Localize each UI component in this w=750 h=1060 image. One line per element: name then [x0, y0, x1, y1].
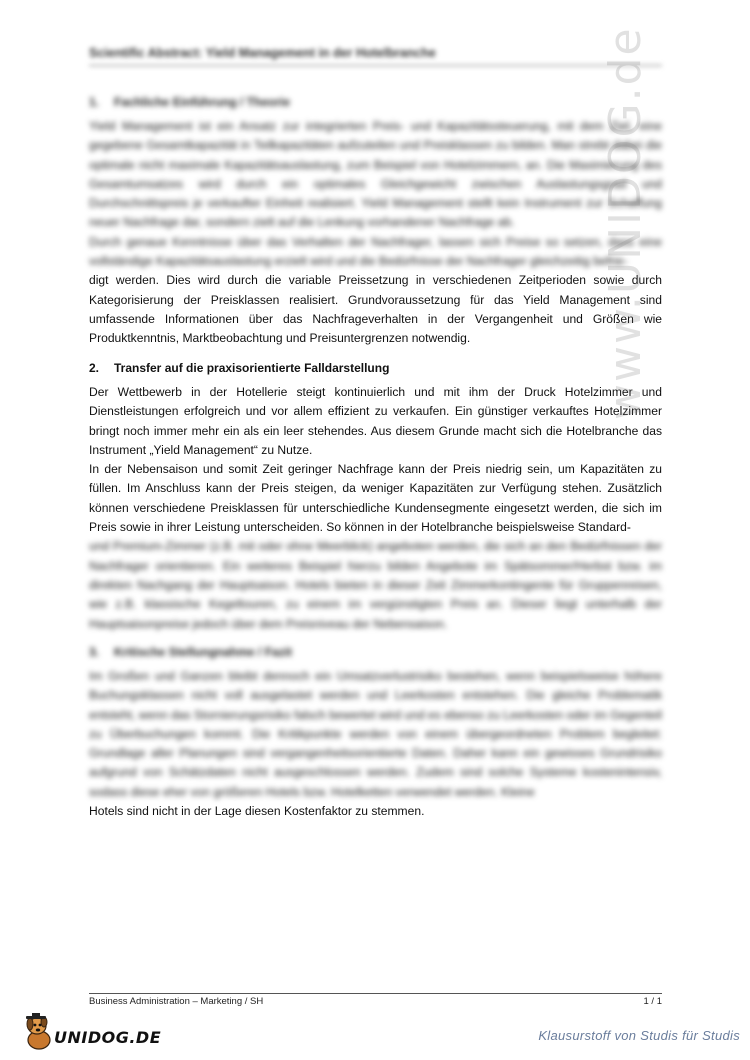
- unidog-logo[interactable]: [22, 1012, 162, 1052]
- footer-course: Business Administration – Marketing / SH: [89, 996, 264, 1007]
- paragraph-blurred: Durch genaue Kenntnisse über das Verhalten der Nachfrager, lassen sich Preise so setzen, dass eine vollständige Kapazitätsauslastung erzielt wird und die Bedürfnisse der Nachfrager gleichzeitig befrie-: [89, 234, 662, 269]
- watermark: www.UNIDOG.de: [600, 26, 651, 420]
- section-number: 1.: [89, 95, 100, 109]
- section-heading: [89, 361, 662, 375]
- section-number: 3.: [89, 645, 100, 659]
- footer-page-number: 1 / 1: [643, 996, 662, 1007]
- section-theory: [89, 95, 662, 349]
- section-heading: [89, 645, 662, 659]
- paragraph: Der Wettbewerb in der Hotellerie steigt kontinuierlich und mit ihm der Druck Hotelzimmer und Dienstleistungen erfolgreich und vor allem effizient zu verkaufen. Ein günstiger verkauftes Hotelzimmer bringt noch immer mehr ein als ein leer stehendes. Aus diesem Grunde macht sich die Hotelbranche das Instrument „Yield Management“ zu Nutze.: [89, 385, 662, 457]
- logo-text: UNIDOG.DE: [54, 1028, 162, 1047]
- paragraph-blurred: Im Großen und Ganzen bleibt dennoch ein Umsatzverlustrisiko bestehen, wenn beispielsweise höhere Buchungsklassen nicht voll ausgelastet werden und Leerkosten entstehen. Die gleiche Problematik entsteht, wenn das Stornierungsrisiko falsch bewertet wird und es ebenso zu Leerkosten oder im Gegenteil zu Überbuchungen kommt. Die Kritikpunkte werden von einem übergeordneten Problem begleitet: Grundlage aller Planungen sind vergangenheitsorientierte Daten. Daher kann ein gewisses Grundrisiko aufgrund von Schätzdaten nicht ausgeschlossen werden. Zudem sind solche Systeme kostenintensiv, sodass diese eher von größeren Hotels bzw. Hotelketten verwendet werden. Kleine: [89, 669, 662, 799]
- paragraph-blurred: Yield Management ist ein Ansatz zur integrierten Preis- und Kapazitätssteuerung, mit dem Ziel, eine gegebene Gesamtkapazität in Teilkapazitäten aufzuteilen und Preisklassen zu bilden. Man strebt dabei die optimale nicht maximale Kapazitätsauslastung, zum Beispiel von Hotelzimmern, an. Die Maximierung des Gesamtumsatzes wird durch ein optimales Gleichgewicht zwischen Auslastungsgrad und Durchschnittspreis je verkaufter Einheit realisiert. Yield Management stellt kein Instrument zur Schaffung neuer Nachfrage dar, sondern zielt auf die Lenkung vorhandener Nachfrage ab.: [89, 119, 662, 230]
- paragraph: Hotels sind nicht in der Lage diesen Kostenfaktor zu stemmen.: [89, 804, 425, 819]
- section-title: Kritische Stellungnahme / Fazit: [114, 645, 293, 659]
- section-conclusion: [89, 645, 662, 821]
- slogan: Klausurstoff von Studis für Studis: [538, 1028, 740, 1043]
- document-title: Scientific Abstract: Yield Management in der Hotelbranche: [89, 46, 662, 66]
- paragraph: digt werden. Dies wird durch die variable Preissetzung in verschiedenen Zeitperioden sowie durch Kategorisierung der Preisklassen realisiert. Grundvoraussetzung für das Yield Management sind umfassende Informationen über das Nachfrageverhalten in der Vergangenheit und Größen wie Produktkenntnis, Marktbeobachtung und Preisuntergrenzen notwendig.: [89, 273, 662, 346]
- paragraph: In der Nebensaison und somit Zeit geringer Nachfrage kann der Preis niedrig sein, um Kapazitäten zu füllen. Im Anschluss kann der Preis steigen, da weniger Kapazitäten zur Verfügung stehen. Zusätzlich können verschiedene Preisklassen für unterschiedliche Kundensegmente eingesetzt werden, die sich im Preis sowie in ihrer Leistung unterscheiden. So können in der Hotelbranche beispielsweise Standard-: [89, 462, 662, 535]
- section-transfer: [89, 361, 662, 634]
- section-heading: [89, 95, 662, 109]
- footer-divider: [89, 993, 662, 994]
- section-title: Fachliche Einführung / Theorie: [114, 95, 291, 109]
- paragraph-blurred: und Premium-Zimmer (z.B. mit oder ohne Meerblick) angeboten werden, die sich an den Bedürfnissen der Nachfrager orientieren. Ein weiteres Beispiel hierzu bilden Angebote im Spätsommer/Herbst bzw. im direkten Nachgang der Hauptsaison. Hotels bieten in dieser Zeit Zimmerkontingente für Gruppenreisen, wie z.B. klassische Kegeltouren, zu einem im vergünstigten Preis an. Dieser liegt unterhalb der Hauptsaisonpreise jedoch über dem Preisniveau der Nebensaison.: [89, 539, 662, 631]
- section-title: Transfer auf die praxisorientierte Falldarstellung: [114, 361, 390, 375]
- section-number: 2.: [89, 361, 100, 375]
